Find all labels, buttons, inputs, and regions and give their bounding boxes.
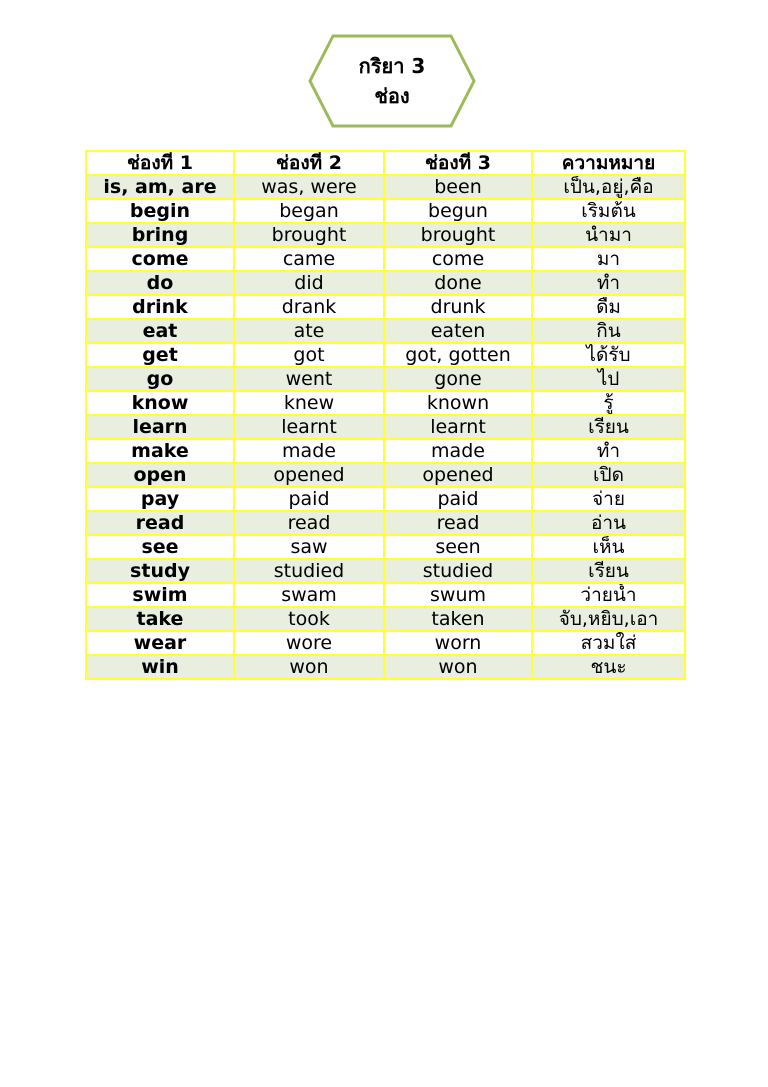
table-row	[86, 271, 685, 295]
cell-form-2: drank	[234, 295, 384, 319]
cell-form-1: bring	[86, 223, 234, 247]
cell-form-1: take	[86, 607, 234, 631]
table-row	[86, 343, 685, 367]
cell-form-2: got	[234, 343, 384, 367]
cell-meaning: ทำ	[532, 271, 685, 295]
table-row	[86, 175, 685, 199]
cell-form-1: wear	[86, 631, 234, 655]
cell-meaning: รู้	[532, 391, 685, 415]
cell-meaning: นำมา	[532, 223, 685, 247]
cell-meaning: ได้รับ	[532, 343, 685, 367]
cell-form-2: began	[234, 199, 384, 223]
cell-meaning: จับ,หยิบ,เอา	[532, 607, 685, 631]
cell-meaning: มา	[532, 247, 685, 271]
cell-form-1: is, am, are	[86, 175, 234, 199]
table-row	[86, 583, 685, 607]
cell-form-2: wore	[234, 631, 384, 655]
cell-form-3: known	[384, 391, 532, 415]
cell-form-1: eat	[86, 319, 234, 343]
cell-form-3: learnt	[384, 415, 532, 439]
cell-meaning: เริ่มต้น	[532, 199, 685, 223]
cell-form-3: done	[384, 271, 532, 295]
table-row	[86, 631, 685, 655]
table-row	[86, 607, 685, 631]
table-row	[86, 559, 685, 583]
cell-form-1: learn	[86, 415, 234, 439]
cell-form-2: did	[234, 271, 384, 295]
cell-meaning: ไป	[532, 367, 685, 391]
cell-form-3: drunk	[384, 295, 532, 319]
cell-form-3: worn	[384, 631, 532, 655]
table-row	[86, 223, 685, 247]
cell-form-2: ate	[234, 319, 384, 343]
title-line-2: ช่อง	[374, 84, 410, 108]
table-row	[86, 439, 685, 463]
table-row	[86, 415, 685, 439]
cell-form-2: came	[234, 247, 384, 271]
table-row	[86, 247, 685, 271]
cell-form-1: know	[86, 391, 234, 415]
cell-form-2: paid	[234, 487, 384, 511]
cell-form-3: been	[384, 175, 532, 199]
table-header-row	[86, 151, 685, 175]
cell-form-3: got, gotten	[384, 343, 532, 367]
cell-form-2: swam	[234, 583, 384, 607]
cell-form-3: gone	[384, 367, 532, 391]
header-form-2: ช่องที่ 2	[234, 151, 384, 175]
cell-meaning: ดื่ม	[532, 295, 685, 319]
table-row	[86, 199, 685, 223]
cell-form-1: begin	[86, 199, 234, 223]
cell-form-1: study	[86, 559, 234, 583]
table-row	[86, 535, 685, 559]
cell-form-1: come	[86, 247, 234, 271]
table-row	[86, 295, 685, 319]
table-row	[86, 655, 685, 679]
cell-form-1: open	[86, 463, 234, 487]
cell-meaning: ชนะ	[532, 655, 685, 679]
cell-form-2: went	[234, 367, 384, 391]
cell-form-3: taken	[384, 607, 532, 631]
cell-meaning: ทำ	[532, 439, 685, 463]
table-row	[86, 463, 685, 487]
cell-form-3: opened	[384, 463, 532, 487]
cell-form-2: read	[234, 511, 384, 535]
cell-form-3: come	[384, 247, 532, 271]
cell-form-3: begun	[384, 199, 532, 223]
cell-form-2: knew	[234, 391, 384, 415]
cell-meaning: เห็น	[532, 535, 685, 559]
cell-form-1: do	[86, 271, 234, 295]
cell-form-2: won	[234, 655, 384, 679]
cell-meaning: เปิด	[532, 463, 685, 487]
table-row	[86, 367, 685, 391]
table-body	[86, 175, 685, 679]
cell-form-3: brought	[384, 223, 532, 247]
cell-form-3: paid	[384, 487, 532, 511]
cell-form-2: made	[234, 439, 384, 463]
cell-form-2: learnt	[234, 415, 384, 439]
cell-form-1: pay	[86, 487, 234, 511]
header-form-3: ช่องที่ 3	[384, 151, 532, 175]
cell-form-3: made	[384, 439, 532, 463]
header-form-1: ช่องที่ 1	[86, 151, 234, 175]
cell-form-2: was, were	[234, 175, 384, 199]
cell-meaning: อ่าน	[532, 511, 685, 535]
cell-form-2: brought	[234, 223, 384, 247]
cell-form-1: drink	[86, 295, 234, 319]
title-hexagon	[308, 34, 476, 128]
cell-meaning: เป็น,อยู่,คือ	[532, 175, 685, 199]
cell-meaning: กิน	[532, 319, 685, 343]
cell-form-1: get	[86, 343, 234, 367]
cell-form-1: swim	[86, 583, 234, 607]
verb-forms-table	[85, 150, 686, 680]
cell-meaning: สวมใส่	[532, 631, 685, 655]
cell-meaning: จ่าย	[532, 487, 685, 511]
cell-form-2: saw	[234, 535, 384, 559]
table-row	[86, 391, 685, 415]
cell-form-3: seen	[384, 535, 532, 559]
cell-meaning: เรียน	[532, 415, 685, 439]
title-line-1: กริยา 3	[358, 54, 426, 78]
cell-form-1: go	[86, 367, 234, 391]
cell-form-1: read	[86, 511, 234, 535]
cell-form-3: won	[384, 655, 532, 679]
cell-form-3: studied	[384, 559, 532, 583]
cell-form-3: eaten	[384, 319, 532, 343]
table-row	[86, 319, 685, 343]
header-meaning: ความหมาย	[532, 151, 685, 175]
cell-form-1: make	[86, 439, 234, 463]
table-row	[86, 487, 685, 511]
cell-form-2: studied	[234, 559, 384, 583]
cell-form-1: win	[86, 655, 234, 679]
cell-form-1: see	[86, 535, 234, 559]
table-row	[86, 511, 685, 535]
cell-meaning: ว่ายน้ำ	[532, 583, 685, 607]
cell-form-2: took	[234, 607, 384, 631]
cell-form-3: swum	[384, 583, 532, 607]
cell-form-2: opened	[234, 463, 384, 487]
cell-meaning: เรียน	[532, 559, 685, 583]
cell-form-3: read	[384, 511, 532, 535]
page-title	[308, 34, 476, 128]
